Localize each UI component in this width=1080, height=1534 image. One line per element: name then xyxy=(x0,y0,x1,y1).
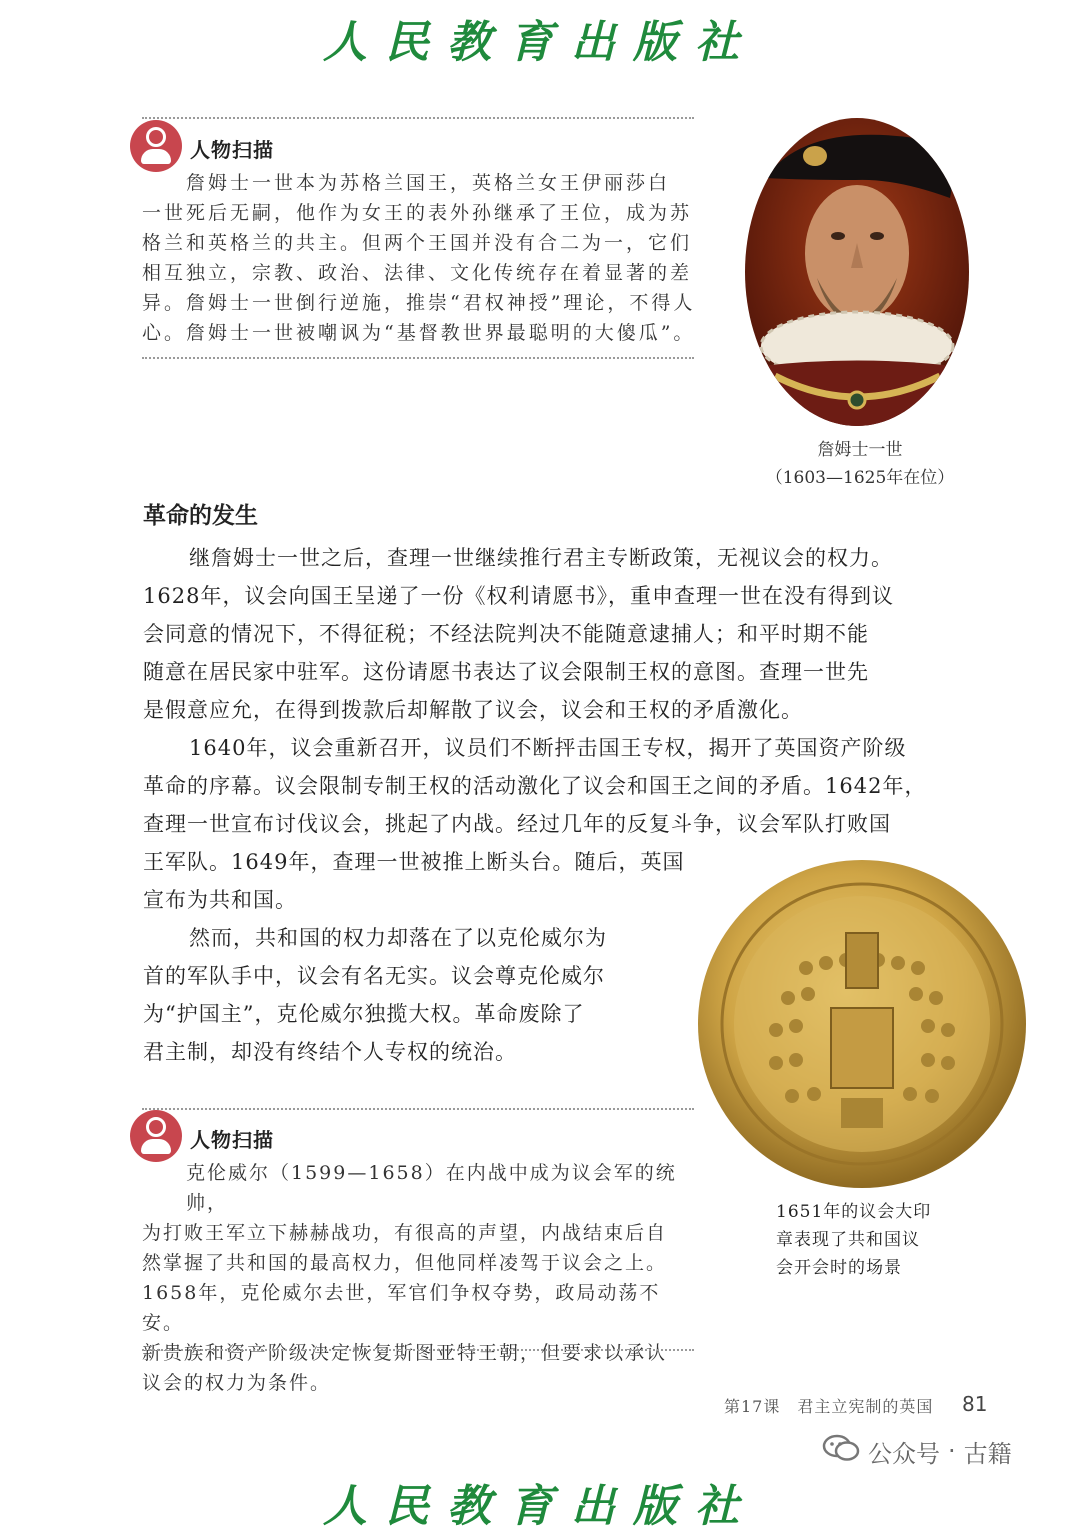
watermark-prefix: 公众号 xyxy=(868,1439,940,1468)
footer-lesson-title: 第17课 君主立宪制的英国 xyxy=(724,1397,934,1416)
paragraph-3: 然而，共和国的权力却落在了以克伦威尔为 首的军队手中，议会有名无实。议会尊克伦威尔 为“护国主”，克伦威尔独揽大权。革命废除了 君主制，却没有终结个人专权的统治。 xyxy=(143,926,607,1064)
portrait-caption: 詹姆士一世 （1603—1625年在位） xyxy=(765,440,955,488)
profile-top-divider xyxy=(142,117,694,119)
publisher-logo-bottom: 人民教育出版社 xyxy=(323,1481,757,1532)
profile2-text: 克伦威尔（1599—1658）在内战中成为议会军的统帅， 为打败王军立下赫赫战功，有很高的声望，内战结束后自 然掌握了共和国的最高权力，但他同样凌驾于议会之上。 1658年，克伦威尔去世，军官们争权夺势，政局动荡不安。 新贵族和资产阶级决定恢复斯图亚特王朝，但要求以承认 议会的权力为条件。 xyxy=(142,1162,677,1394)
seal-image xyxy=(696,858,1028,1190)
publisher-logo-top: 人民教育出版社 xyxy=(323,17,757,68)
profile2-bottom-divider xyxy=(142,1349,694,1351)
person-scan-icon xyxy=(130,1110,182,1162)
paragraph-1: 继詹姆士一世之后，查理一世继续推行君主专断政策，无视议会的权力。 1628年，议会向国王呈递了一份《权利请愿书》，重申查理一世在没有得到议 会同意的情况下，不得征税；不经法院判决不能随意逮捕人；和平时期不能 随意在居民家中驻军。这份请愿书表达了议会限制王权的意图。查理一世先 是假意应允，在得到拨款后却解散了议会，议会和王权的矛盾激化。 xyxy=(143,546,894,722)
profile2-top-divider xyxy=(142,1108,694,1110)
wechat-watermark xyxy=(822,1433,1012,1469)
watermark-dot: · xyxy=(948,1437,956,1465)
portrait-image xyxy=(745,118,970,426)
profile-text: 詹姆士一世本为苏格兰国王，英格兰女王伊丽莎白 一世死后无嗣，他作为女王的表外孙继承了王位，成为苏 格兰和英格兰的共主。但两个王国并没有合二为一，它们 相互独立，宗教、政治、法律、文化传统存在着显著的差 异。詹姆士一世倒行逆施，推崇“君权神授”理论，不得人 心。詹姆士一世被嘲讽为“基督教世界最聪明的大傻瓜”。 xyxy=(142,172,696,344)
seal-caption: 1651年的议会大印 章表现了共和国议 会开会时的场景 xyxy=(776,1202,932,1278)
section-heading: 革命的发生 xyxy=(143,503,258,529)
page-number: 81 xyxy=(962,1392,988,1416)
person-scan-icon xyxy=(130,120,182,172)
profile2-title: 人物扫描 xyxy=(190,1128,274,1152)
paragraph-2: 1640年，议会重新召开，议员们不断抨击国王专权，揭开了英国资产阶级 革命的序幕。议会限制专制王权的活动激化了议会和国王之间的矛盾。1642年， 查理一世宣布讨伐议会，挑起了内战。经过几年的反复斗争，议会军队打败国 王军队。1649年，查理一世被推上断头台。随后，英国 宣布为共和国。 xyxy=(143,736,927,912)
profile-title: 人物扫描 xyxy=(190,138,274,162)
watermark-name: 古籍 xyxy=(963,1439,1012,1468)
profile-bottom-divider xyxy=(142,357,694,359)
wechat-icon xyxy=(822,1433,860,1469)
